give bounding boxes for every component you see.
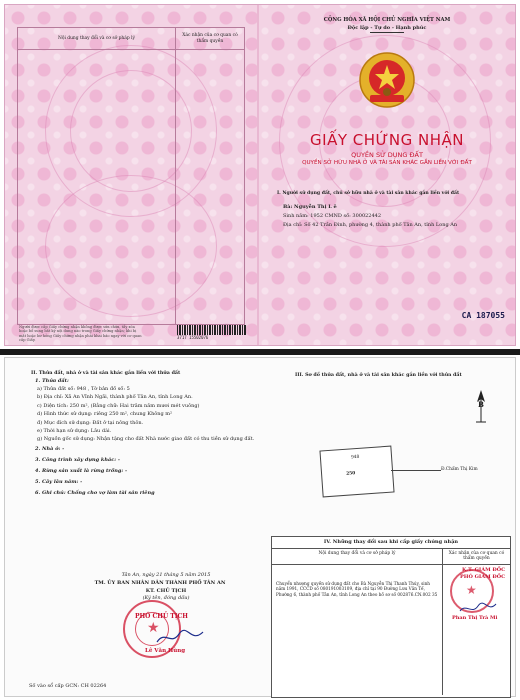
certificate-subtitle-1: QUYỀN SỬ DỤNG ĐẤT xyxy=(351,151,423,159)
registry-signature xyxy=(458,601,498,615)
section-3-heading: III. Sơ đồ thửa đất, nhà ở và tài sản khác gắn liền với thửa đất xyxy=(295,372,462,378)
changes-table xyxy=(271,536,511,698)
changes-col-confirm: Xác nhận của cơ quan có thẩm quyền xyxy=(448,550,505,562)
other-item: 4. Rừng sản xuất là rừng trồng: - xyxy=(35,468,128,474)
left-page xyxy=(5,5,257,345)
left-change-table xyxy=(17,27,245,325)
warning-note: Người được cấp Giấy chứng nhận không được sửa chữa, tẩy xóa hoặc bổ sung bất kỳ nội dung nào trong Giấy chứng nhận; khi bị mất hoặc hư hỏng Giấy chứng nhận phải khai báo ngay với cơ quan cấp Giấy. xyxy=(19,325,142,343)
land-details xyxy=(37,386,257,445)
owner-birth-id: Sinh năm: 1952 CMND số: 300022442 xyxy=(283,213,382,219)
land-line: c) Diện tích: 250 m², (Bằng chữ: Hai trăm năm mươi mét vuông) xyxy=(37,402,200,409)
north-label: B xyxy=(478,400,484,409)
barcode xyxy=(177,325,247,340)
col-header-content: Nội dung thay đổi và cơ sở pháp lý xyxy=(18,28,176,50)
section-4-heading: IV. Những thay đổi sau khi cấp giấy chứng nhận xyxy=(272,537,510,549)
registry-signer: Phan Thị Trà Mi xyxy=(452,615,498,621)
plot-diagram xyxy=(319,446,394,498)
certificate-cover-sheet xyxy=(4,4,516,346)
sign-org: TM. ỦY BAN NHÂN DÂN THÀNH PHỐ TÂN AN xyxy=(94,580,226,586)
section-1-heading: I. Người sử dụng đất, chủ sở hữu nhà ở và tài sản khác gắn liền với đất xyxy=(277,191,460,196)
neighbor-line xyxy=(391,470,441,471)
other-item: 5. Cây lâu năm: - xyxy=(35,479,83,485)
signer-name: Lê Văn Hùng xyxy=(145,648,186,654)
plot-area: 250 xyxy=(345,471,356,477)
sign-instruction: (Ký tên, đóng dấu) xyxy=(142,595,190,601)
other-item: 3. Công trình xây dựng khác: - xyxy=(35,457,120,463)
land-subheading: 1. Thửa đất: xyxy=(35,378,69,384)
registry-stamp-role: PHÓ GIÁM ĐỐC xyxy=(460,574,506,580)
land-line: a) Thửa đất số: 948 , Tờ bản đồ số: 5 xyxy=(37,386,130,392)
col-header-confirm: Xác nhận của cơ quan có thẩm quyền xyxy=(176,28,245,50)
changes-col-content: Nội dung thay đổi và cơ sở pháp lý xyxy=(272,549,443,564)
land-line: b) Địa chỉ: Xã An Vĩnh Ngãi, thành phố Tân An, tỉnh Long An. xyxy=(37,394,193,401)
motto: Độc lập - Tự do - Hạnh phúc xyxy=(347,25,427,31)
national-emblem-icon xyxy=(358,51,416,109)
signature xyxy=(155,628,205,646)
map-column xyxy=(261,358,517,698)
sign-date: Tân An, ngày 21 tháng 5 năm 2015 xyxy=(121,572,211,578)
section-2-heading: II. Thửa đất, nhà ở và tài sản khác gắn liền với thửa đất xyxy=(31,370,181,376)
land-line: đ) Mục đích sử dụng: Đất ở tại nông thôn. xyxy=(37,419,144,426)
serial-number: CA 187055 xyxy=(461,311,505,320)
vice-chair-label: PHÓ CHỦ TỊCH xyxy=(135,613,188,620)
land-line: d) Hình thức sử dụng: riêng 250 m², chung Không m² xyxy=(37,411,173,418)
certificate-title: GIẤY CHỨNG NHẬN xyxy=(310,131,464,149)
neighbor-label: Đ.Chấm Thị Kim xyxy=(441,467,478,472)
scan-divider xyxy=(0,349,520,355)
other-item: 6. Ghi chú: Chống cho vợ làm tài sản riêng xyxy=(35,490,155,496)
barcode-number: 3717 15502076 xyxy=(177,335,209,340)
national-title: CỘNG HÒA XÃ HỘI CHỦ NGHĨA VIỆT NAM xyxy=(323,17,451,23)
land-line: e) Thời hạn sử dụng: Lâu dài. xyxy=(37,427,112,434)
right-page xyxy=(259,5,515,345)
plot-number: 948 xyxy=(350,454,360,461)
certificate-inner-sheet xyxy=(4,357,516,697)
house-line: 2. Nhà ở: - xyxy=(35,446,65,452)
certificate-subtitle-2: QUYỀN SỞ HỮU NHÀ Ở VÀ TÀI SẢN KHÁC GẮN LIỀN VỚI ĐẤT xyxy=(302,160,472,166)
motto-underline xyxy=(370,32,404,33)
change-entry: Chuyển nhượng quyền sử dụng đất cho Bà Nguyễn Thị Thanh Thúy, sinh năm 1991, CCCD số 080191003109, địa chỉ tại 90 Đường Lưu Văn Tế, Phường 6, thành phố Tân An, tỉnh Long An theo hồ sơ số 002876.CN.002 35 xyxy=(276,581,438,597)
land-line: g) Nguồn gốc sử dụng: Nhận tặng cho đất Nhà nước giao đất có thu tiền sử dụng đất. xyxy=(37,436,255,443)
register-number: Số vào sổ cấp GCN: CH 02264 xyxy=(29,683,107,689)
sign-role: KT. CHỦ TỊCH xyxy=(145,588,187,594)
other-items xyxy=(35,457,257,501)
owner-name: Bà: Nguyễn Thị L ê xyxy=(283,204,337,210)
official-seal: ★ xyxy=(123,600,181,658)
registry-seal: ★ xyxy=(450,569,494,613)
owner-address: Địa chỉ: Số 42 Trần Đình, phường 4, thành phố Tân An, tỉnh Long An xyxy=(283,222,458,228)
registry-stamp-label: K.T. GIÁM ĐỐC xyxy=(462,567,506,573)
land-info-column xyxy=(5,358,260,698)
